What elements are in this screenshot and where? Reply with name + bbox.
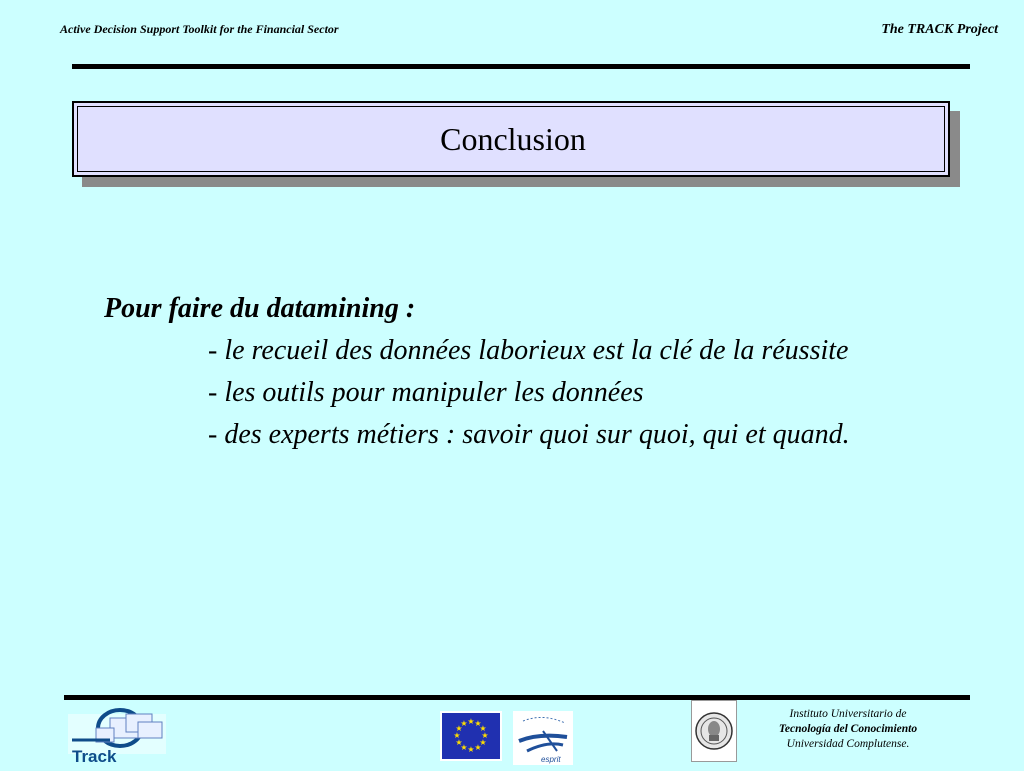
svg-text:★: ★ (479, 738, 487, 747)
track-logo (66, 704, 168, 766)
header-project-name: The TRACK Project (881, 22, 998, 37)
svg-text:★: ★ (460, 743, 468, 752)
institution-credit (746, 707, 950, 752)
institution-line-1: Instituto Universitario de (789, 708, 907, 720)
svg-text:★: ★ (467, 745, 475, 754)
esprit-logo-graphic (513, 711, 573, 765)
svg-text:★: ★ (455, 738, 463, 747)
header-toolkit-title: Active Decision Support Toolkit for the Financial Sector (60, 22, 339, 36)
track-logo-text: Track (72, 747, 117, 766)
slide-title: Conclusion (440, 120, 586, 157)
svg-text:★: ★ (474, 743, 482, 752)
eu-flag-logo (440, 711, 502, 761)
svg-text:★: ★ (467, 717, 475, 726)
title-box (72, 101, 950, 177)
esprit-logo-text: esprit (541, 755, 561, 764)
esprit-logo (513, 711, 573, 765)
eu-stars-icon (442, 713, 500, 759)
svg-text:★: ★ (453, 731, 461, 740)
svg-text:★: ★ (460, 719, 468, 728)
university-seal (691, 700, 737, 762)
svg-text:★: ★ (479, 724, 487, 733)
body-lead-text: Pour faire du datamining : (104, 293, 416, 324)
track-logo-graphic (66, 704, 168, 766)
svg-text:★: ★ (481, 731, 489, 740)
svg-text:★: ★ (474, 719, 482, 728)
university-seal-graphic (692, 701, 736, 761)
bottom-divider (64, 695, 970, 700)
institution-line-2: Tecnología del Conocimiento (778, 723, 918, 735)
bullet-item: - des experts métiers : savoir quoi sur quoi, qui et quand. (208, 419, 850, 450)
svg-text:★: ★ (455, 724, 463, 733)
institution-line-3: Universidad Complutense. (786, 738, 910, 750)
bullet-item: - les outils pour manipuler les données (208, 377, 644, 408)
bullet-item: - le recueil des données laborieux est la clé de la réussite (208, 335, 849, 366)
slide-body (104, 288, 850, 456)
top-divider (72, 64, 970, 69)
